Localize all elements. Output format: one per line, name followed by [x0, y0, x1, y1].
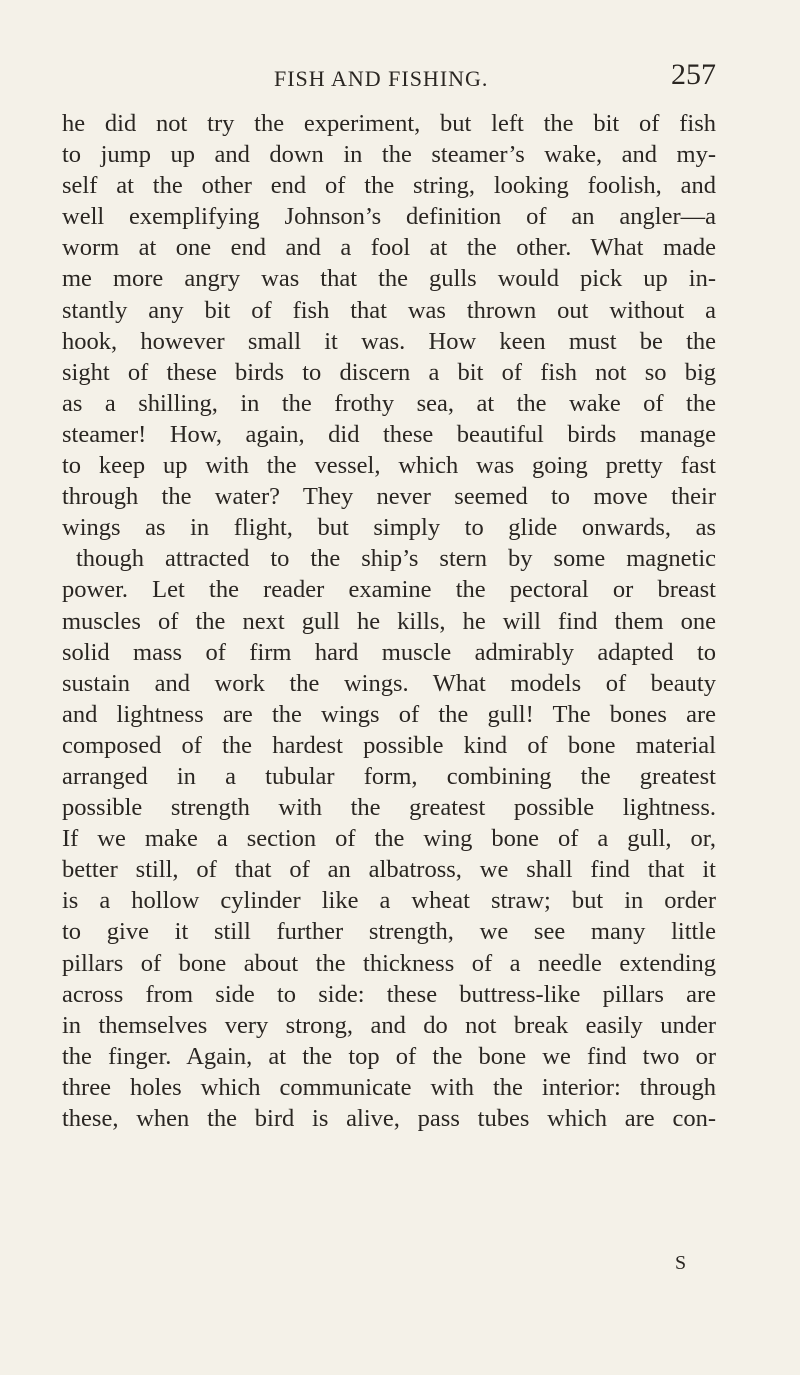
text-line: and lightness are the wings of the gull! The bones are — [62, 700, 716, 728]
signature-mark: S — [675, 1252, 687, 1274]
text-line: sight of these birds to discern a bit of fish not so big — [62, 358, 716, 386]
text-line: If we make a section of the wing bone of a gull, or, — [62, 825, 716, 853]
text-line: as a shilling, in the frothy sea, at the wake of the — [62, 389, 716, 417]
text-line: through the water? They never seemed to move their — [62, 483, 716, 511]
text-line: these, when the bird is alive, pass tubes which are con- — [62, 1105, 716, 1132]
text-line: well exemplifying Johnson’s definition of an angler—a — [62, 203, 716, 231]
text-line: hook, however small it was. How keen must be the — [62, 327, 716, 355]
page-header — [62, 58, 716, 108]
text-line: to jump up and down in the steamer’s wake, and my- — [62, 141, 716, 169]
text-line: though attracted to the ship’s stern by some magnetic — [76, 545, 716, 573]
text-line: arranged in a tubular form, combining the greatest — [62, 762, 716, 790]
page-number: 257 — [671, 58, 716, 91]
text-line: better still, of that of an albatross, we shall find that it — [62, 856, 716, 884]
text-line: across from side to side: these buttress-like pillars are — [62, 980, 716, 1008]
text-line: self at the other end of the string, looking foolish, and — [62, 172, 716, 200]
text-line: in themselves very strong, and do not break easily under — [62, 1011, 716, 1039]
text-line: pillars of bone about the thickness of a needle extending — [62, 949, 716, 977]
text-line: three holes which communicate with the interior: through — [62, 1073, 716, 1101]
text-line: steamer! How, again, did these beautiful birds manage — [62, 420, 716, 448]
text-line: he did not try the experiment, but left the bit of fish — [62, 110, 716, 137]
text-line: muscles of the next gull he kills, he will find them one — [62, 607, 716, 635]
running-head: FISH AND FISHING. — [274, 66, 489, 91]
text-line: to give it still further strength, we see many little — [62, 918, 716, 946]
text-line: possible strength with the greatest possible lightness. — [62, 794, 716, 822]
text-line: stantly any bit of fish that was thrown out without a — [62, 296, 716, 324]
text-line: is a hollow cylinder like a wheat straw; but in order — [62, 887, 716, 915]
text-line: solid mass of firm hard muscle admirably adapted to — [62, 638, 716, 666]
text-line: sustain and work the wings. What models of beauty — [62, 669, 716, 697]
text-line: wings as in flight, but simply to glide onwards, as — [62, 514, 716, 542]
text-line: power. Let the reader examine the pectoral or breast — [62, 576, 716, 604]
text-line: composed of the hardest possible kind of bone material — [62, 731, 716, 759]
text-line: the finger. Again, at the top of the bone we find two or — [62, 1042, 716, 1070]
text-line: worm at one end and a fool at the other. What made — [62, 234, 716, 262]
body-text — [62, 108, 716, 1134]
text-line: me more angry was that the gulls would pick up in- — [62, 265, 716, 293]
text-line: to keep up with the vessel, which was going pretty fast — [62, 452, 716, 480]
